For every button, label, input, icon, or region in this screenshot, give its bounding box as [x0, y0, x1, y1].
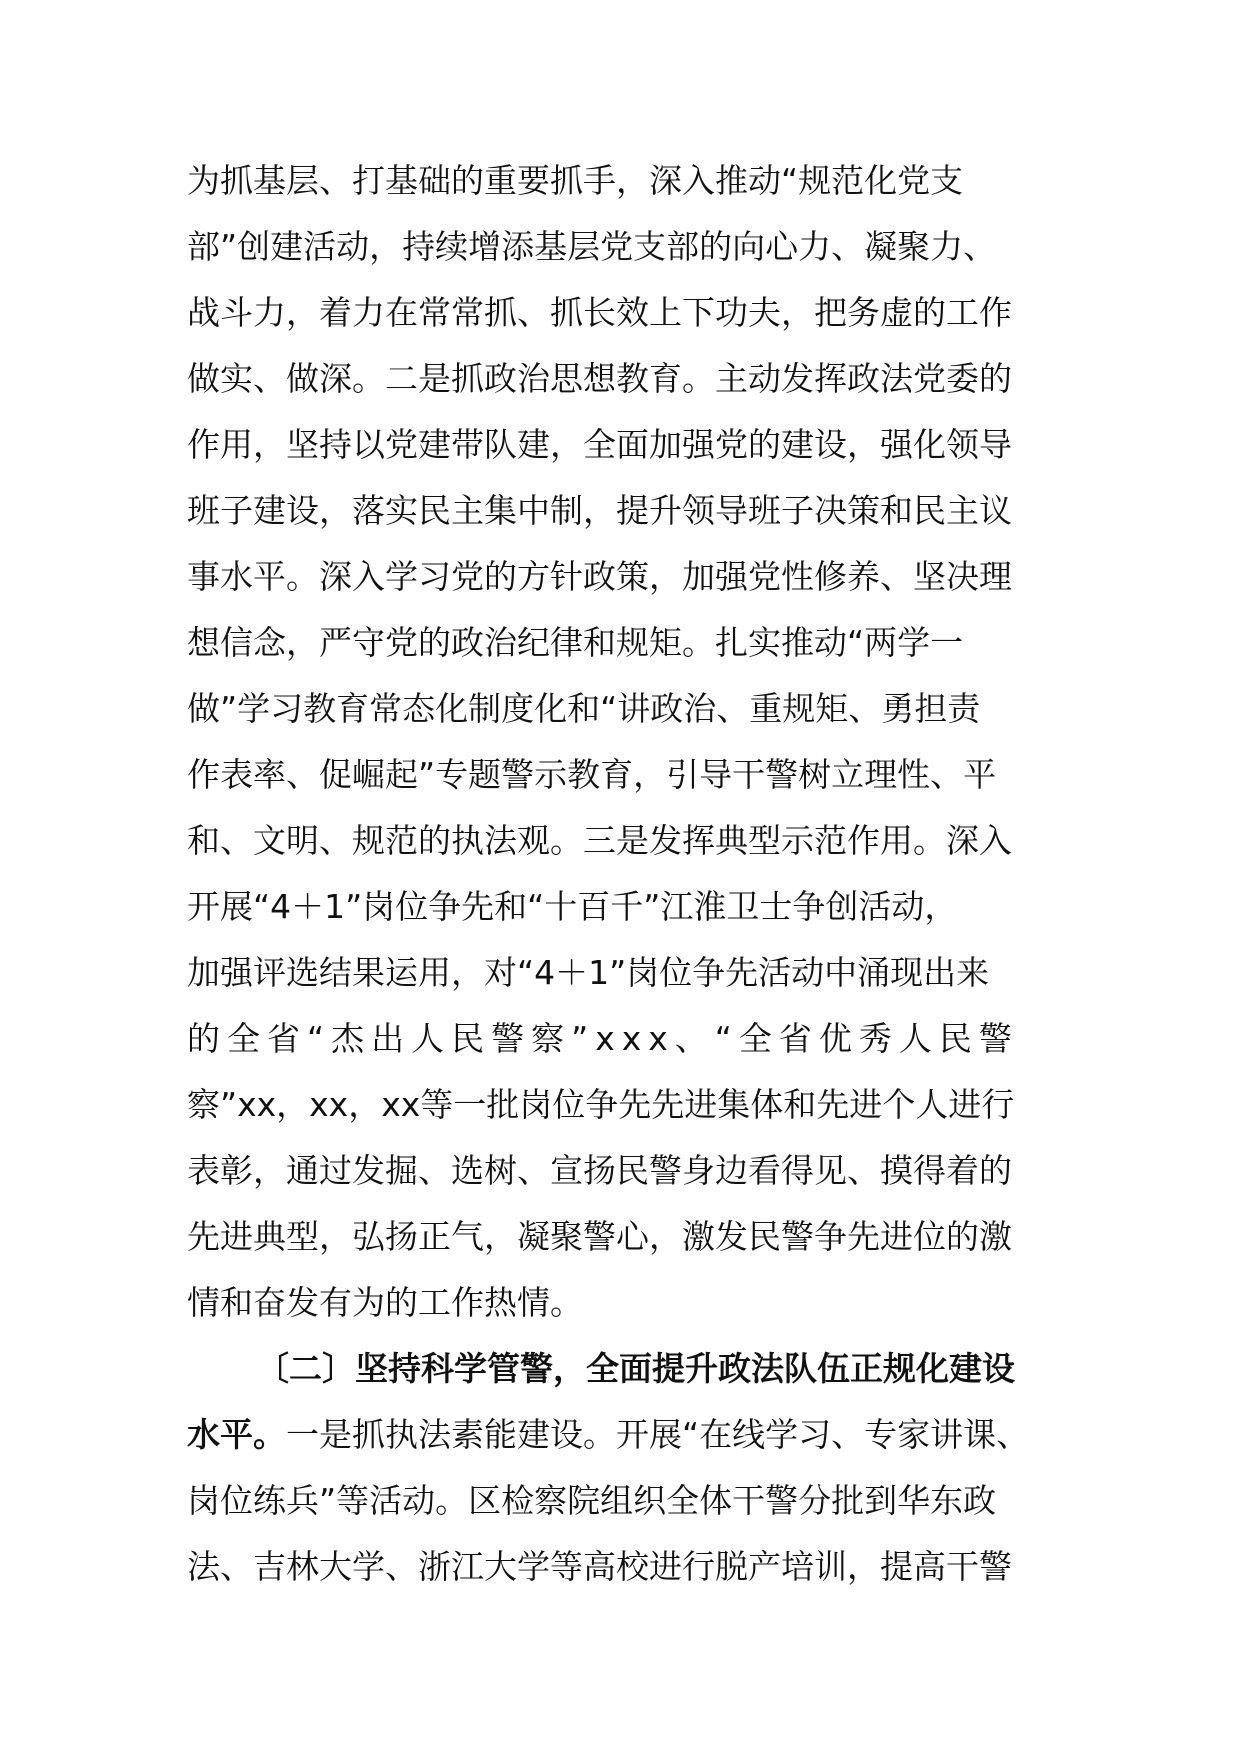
text-line-11: 和、文明、规范的执法观。三是发挥典型示范作用。深入 — [187, 821, 1012, 860]
text-line-18: 情和奋发有为的工作热情。 — [187, 1283, 583, 1322]
text-line-15: 察”xx，xx，xx等一批岗位争先先进集体和先进个人进行 — [187, 1085, 1015, 1124]
text-line-6: 班子建设，落实民主集中制，提升领导班子决策和民主议 — [187, 491, 1012, 530]
text-line-10: 作表率、促崛起”专题警示教育，引导干警树立理性、平 — [187, 755, 997, 794]
section-heading-continuation — [187, 1402, 1067, 1468]
text-line-13: 加强评选结果运用，对“4＋1”岗位争先活动中涌现出来 — [187, 953, 990, 992]
text-line-16: 表彰，通过发掘、选树、宣扬民警身边看得见、摸得着的 — [187, 1151, 1012, 1190]
body-text — [187, 148, 1067, 1600]
text-line-4: 做实、做深。二是抓政治思想教育。主动发挥政法党委的 — [187, 359, 1012, 398]
text-line-17: 先进典型，弘扬正气，凝聚警心，激发民警争先进位的激 — [187, 1217, 1012, 1256]
text-line-3: 战斗力，着力在常常抓、抓长效上下功夫，把务虚的工作 — [187, 293, 1012, 332]
text-line-1: 为抓基层、打基础的重要抓手，深入推动“规范化党支 — [187, 161, 964, 200]
text-line-12: 开展“4＋1”岗位争先和“十百千”江淮卫士争创活动， — [187, 887, 958, 926]
text-line-14: 的全省“杰出人民警察”xxx、“全省优秀人民警 — [187, 1019, 1019, 1058]
section-line-2: 法、吉林大学、浙江大学等高校进行脱产培训，提高干警 — [187, 1547, 1012, 1586]
text-line-5: 作用，坚持以党建带队建，全面加强党的建设，强化领导 — [187, 425, 1012, 464]
section-heading-end: 水平。 — [187, 1415, 286, 1454]
section-line-1: 岗位练兵”等活动。区检察院组织全体干警分批到华东政 — [187, 1481, 997, 1520]
section-heading: 〔二〕坚持科学管警，全面提升政法队伍正规化建设 — [256, 1349, 1015, 1388]
text-line-2: 部”创建活动，持续增添基层党支部的向心力、凝聚力、 — [187, 227, 997, 266]
text-line-9: 做”学习教育常态化制度化和“讲政治、重规矩、勇担责 — [187, 689, 981, 728]
text-line-8: 想信念，严守党的政治纪律和规矩。扎实推动“两学一 — [187, 623, 964, 662]
section-first-sentence: 一是抓执法素能建设。开展“在线学习、专家讲课、 — [286, 1415, 1030, 1454]
text-line-7: 事水平。深入学习党的方针政策，加强党性修养、坚决理 — [187, 557, 1012, 596]
